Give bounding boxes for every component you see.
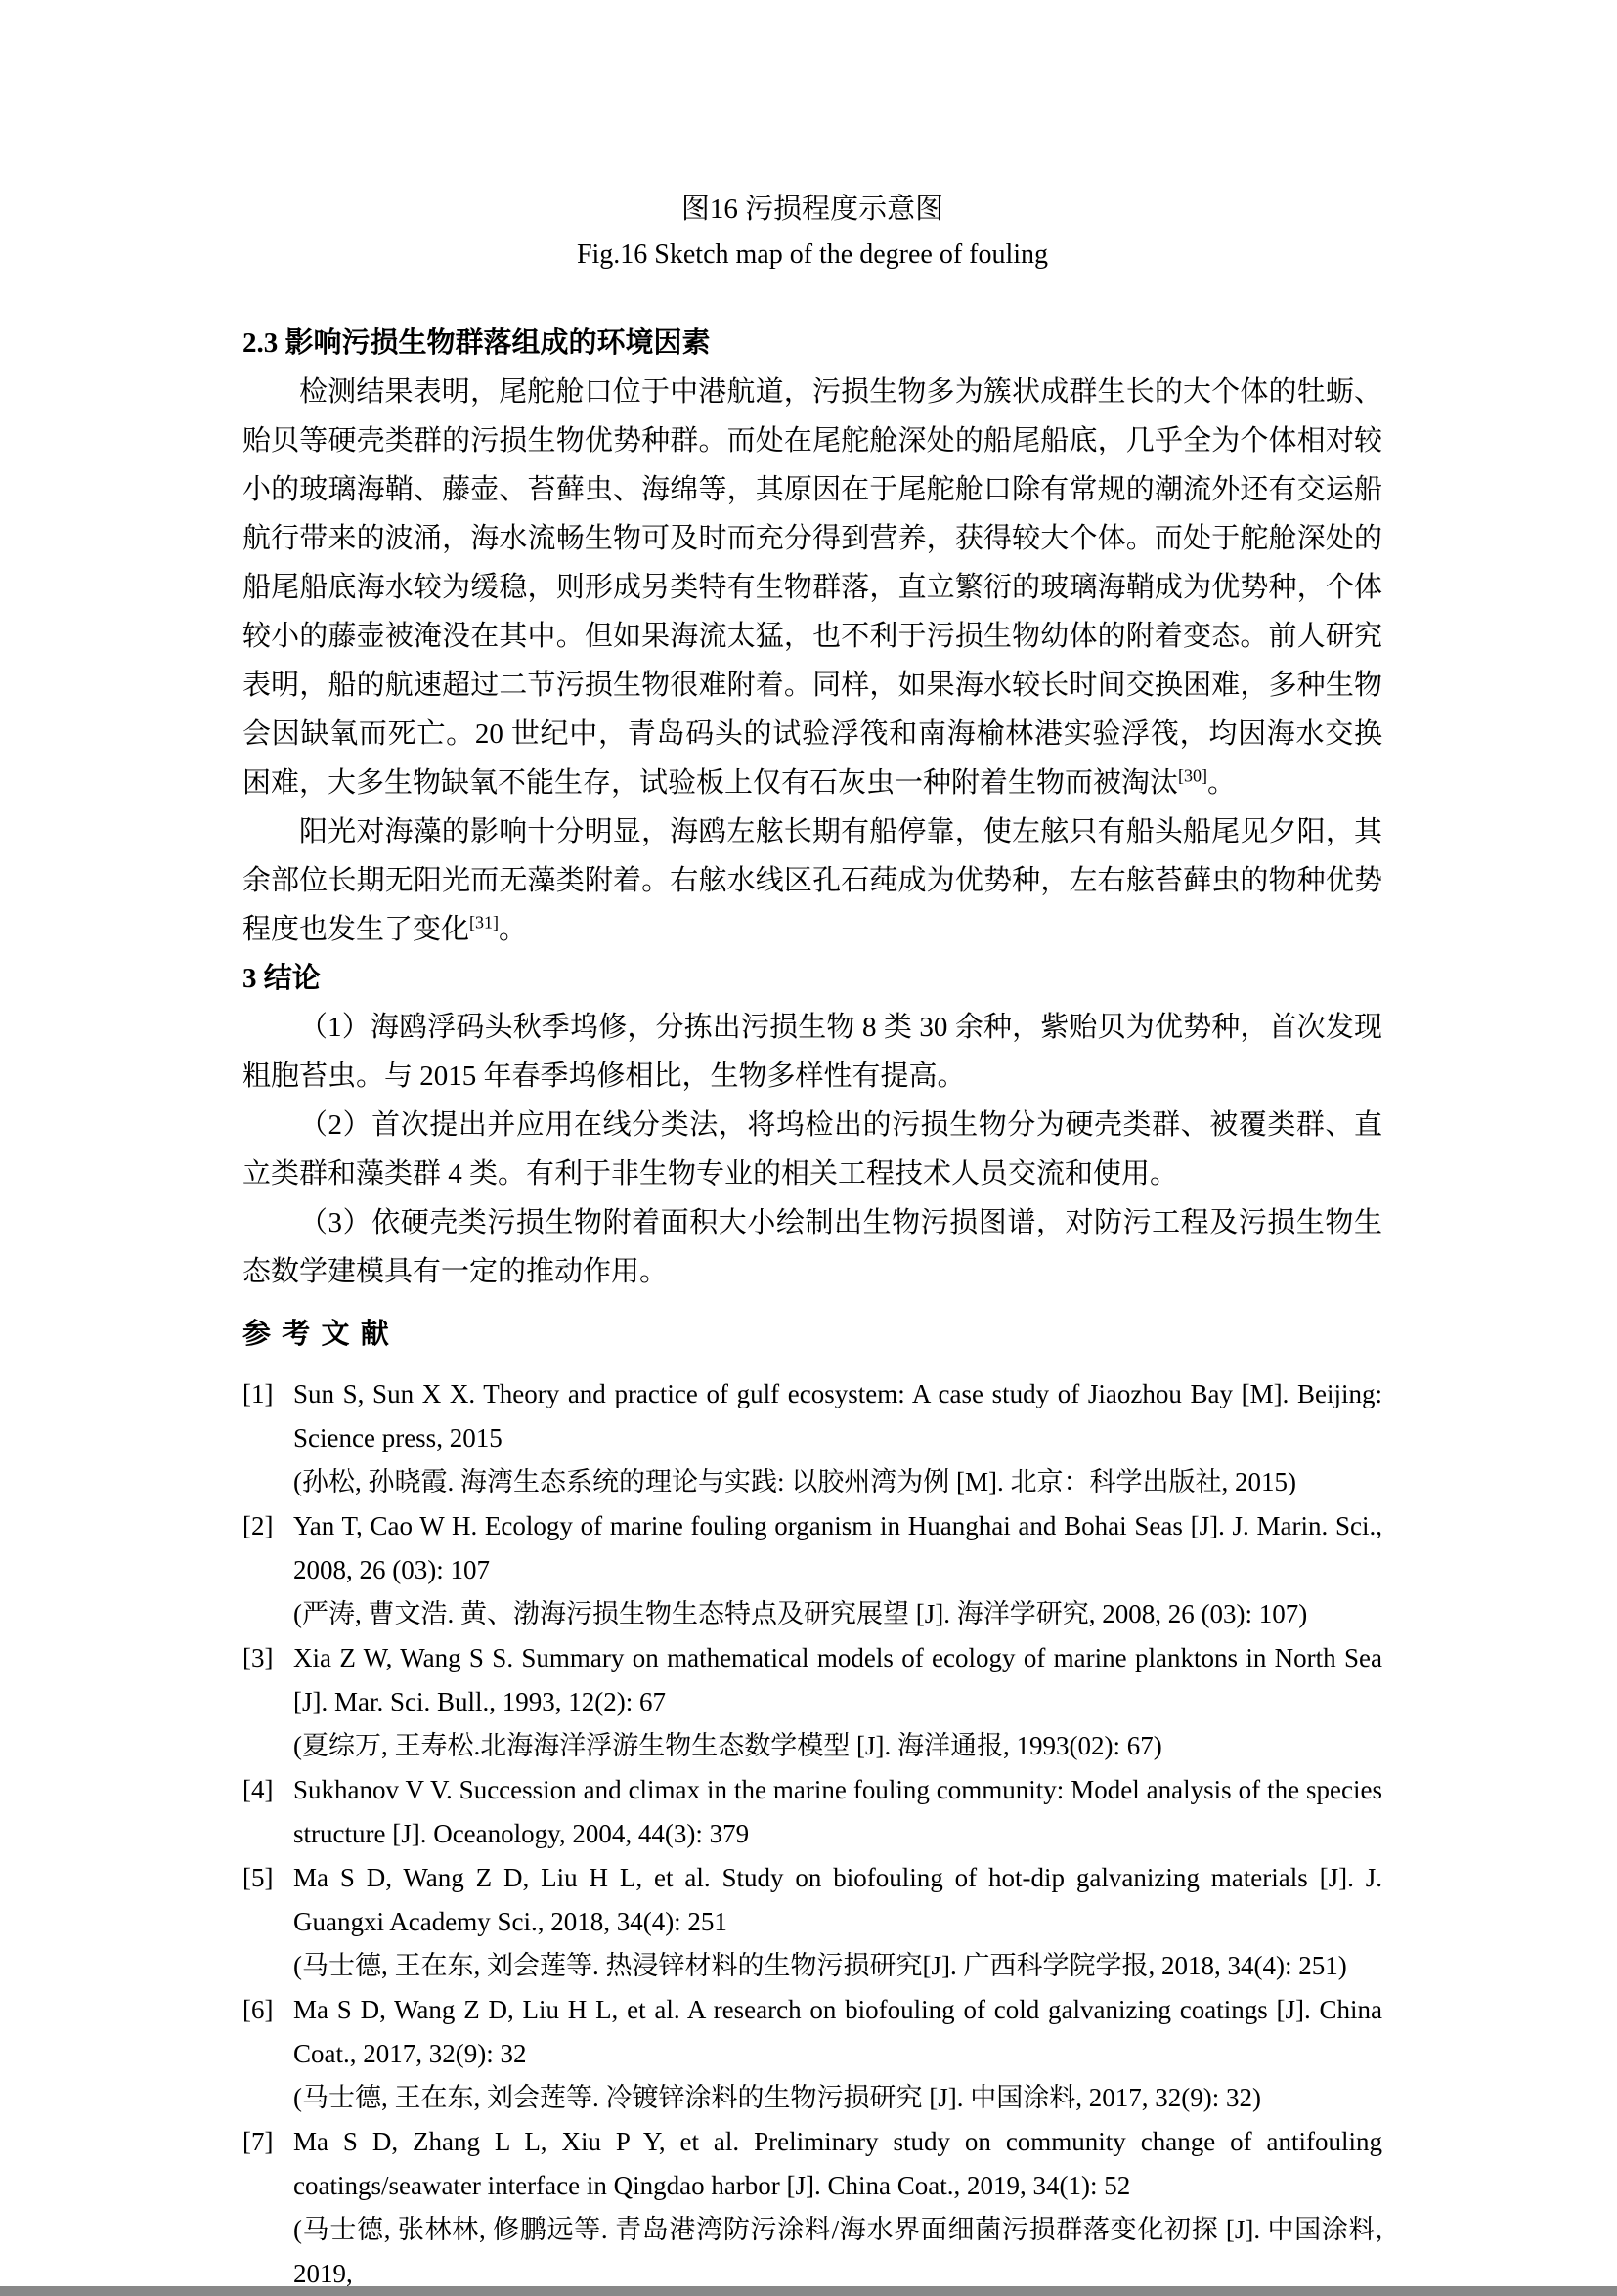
reference-label: [2] (242, 1511, 274, 1540)
reference-chinese: (马士德, 王在东, 刘会莲等. 冷镀锌涂料的生物污损研究 [J]. 中国涂料, 2017, 32(9): 32) (293, 2083, 1261, 2112)
reference-english: Yan T, Cao W H. Ecology of marine fouling organism in Huanghai and Bohai Seas [J]. J. Marin. Sci., 2008, 26 (03): 107 (293, 1511, 1382, 1584)
reference-item-3 (242, 1636, 1382, 1768)
paragraph-end-punctuation: 。 (1207, 767, 1237, 799)
reference-label: [5] (242, 1863, 274, 1892)
reference-label: [6] (242, 1995, 274, 2024)
reference-english: Ma S D, Zhang L L, Xiu P Y, et al. Preliminary study on community change of antifouling coatings/seawater interface in Qingdao harbor [J]. China Coat., 2019, 34(1): 52 (293, 2127, 1382, 2200)
references-heading: 参 考 文 献 (242, 1319, 391, 1350)
figure-caption-chinese: 图16 污损程度示意图 (680, 194, 944, 225)
reference-chinese: (严涛, 曹文浩. 黄、渤海污损生物生态特点及研究展望 [J]. 海洋学研究, 2008, 26 (03): 107) (293, 1599, 1308, 1628)
citation-31: [31] (469, 912, 500, 932)
reference-item-5 (242, 1856, 1382, 1988)
paragraph-text: 检测结果表明，尾舵舱口位于中港航道，污损生物多为簇状成群生长的大个体的牡蛎、贻贝等硬壳类群的污损生物优势种群。而处在尾舵舱深处的船尾船底，几乎全为个体相对较小的玻璃海鞘、藤壶、苔藓虫、海绵等，其原因在于尾舵舱口除有常规的潮流外还有交运船航行带来的波涌，海水流畅生物可及时而充分得到营养，获得较大个体。而处于舵舱深处的船尾船底海水较为缓稳，则形成另类特有生物群落，直立繁衍的玻璃海鞘成为优势种，个体较小的藤壶被淹没在其中。但如果海流太猛，也不利于污损生物幼体的附着变态。前人研究表明，船的航速超过二节污损生物很难附着。同样，如果海水较长时间交换困难，多种生物会因缺氧而死亡。20 世纪中，青岛码头的试验浮筏和南海榆林港实验浮筏，均因海水交换困难，大多生物缺氧不能生存，试验板上仅有石灰虫一种附着生物而被淘汰 (242, 376, 1382, 799)
reference-item-2 (242, 1504, 1382, 1636)
reference-item-6 (242, 1988, 1382, 2120)
reference-english: Sukhanov V V. Succession and climax in the marine fouling community: Model analysis of the species structure [J]. Oceanology, 2004, 44(3): 379 (293, 1775, 1382, 1848)
paragraph-sunlight-effect (242, 807, 1382, 954)
figure-caption-english: Fig.16 Sketch map of the degree of fouling (576, 239, 1049, 270)
reference-item-4 (242, 1768, 1382, 1856)
conclusion-item-2: （2）首次提出并应用在线分类法，将坞检出的污损生物分为硬壳类群、被覆类群、直立类群和藻类群 4 类。有利于非生物专业的相关工程技术人员交流和使用。 (242, 1109, 1382, 1190)
reference-english: Ma S D, Wang Z D, Liu H L, et al. Study on biofouling of hot-dip galvanizing materials [J]. J. Guangxi Academy Sci., 2018, 34(4): 251 (293, 1863, 1382, 1936)
paragraph-text: 阳光对海藻的影响十分明显，海鸥左舷长期有船停靠，使左舷只有船头船尾见夕阳，其余部位长期无阳光而无藻类附着。右舷水线区孔石莼成为优势种，左右舷苔藓虫的物种优势程度也发生了变化 (242, 816, 1382, 945)
section-heading-environment-factors: 2.3 影响污损生物群落组成的环境因素 (242, 327, 711, 359)
paragraph-environment-factors-1 (242, 368, 1382, 807)
reference-chinese: (马士德, 王在东, 刘会莲等. 热浸锌材料的生物污损研究[J]. 广西科学院学报, 2018, 34(4): 251) (293, 1951, 1347, 1980)
reference-item-1 (242, 1372, 1382, 1504)
reference-chinese: (夏综万, 王寿松.北海海洋浮游生物生态数学模型 [J]. 海洋通报, 1993(02): 67) (293, 1731, 1162, 1760)
paragraph-end-punctuation: 。 (499, 914, 528, 945)
reference-label: [3] (242, 1643, 274, 1672)
reference-label: [1] (242, 1379, 274, 1408)
section-heading-conclusion: 3 结论 (242, 963, 321, 994)
reference-label: [4] (242, 1775, 274, 1804)
conclusion-item-1: （1）海鸥浮码头秋季坞修，分拣出污损生物 8 类 30 余种，紫贻贝为优势种，首次发现粗胞苔虫。与 2015 年春季坞修相比，生物多样性有提高。 (242, 1012, 1382, 1092)
reference-label: [7] (242, 2127, 274, 2156)
reference-item-7 (242, 2120, 1382, 2296)
reference-chinese: (孙松, 孙晓霞. 海湾生态系统的理论与实践: 以胶州湾为例 [M]. 北京：科学出版社, 2015) (293, 1467, 1296, 1496)
reference-english: Ma S D, Wang Z D, Liu H L, et al. A research on biofouling of cold galvanizing coatings [J]. China Coat., 2017, 32(9): 32 (293, 1995, 1382, 2068)
reference-english: Xia Z W, Wang S S. Summary on mathematical models of ecology of marine planktons in North Sea [J]. Mar. Sci. Bull., 1993, 12(2): 67 (293, 1643, 1382, 1716)
reference-english: Sun S, Sun X X. Theory and practice of gulf ecosystem: A case study of Jiaozhou Bay [M]. Beijing: Science press, 2015 (293, 1379, 1382, 1452)
conclusion-item-3: （3）依硬壳类污损生物附着面积大小绘制出生物污损图谱，对防污工程及污损生物生态数学建模具有一定的推动作用。 (242, 1207, 1382, 1287)
citation-30: [30] (1178, 765, 1208, 786)
reference-chinese: (马士德, 张林林, 修鹏远等. 青岛港湾防污涂料/海水界面细菌污损群落变化初探 [J]. 中国涂料, 2019, (293, 2215, 1382, 2288)
